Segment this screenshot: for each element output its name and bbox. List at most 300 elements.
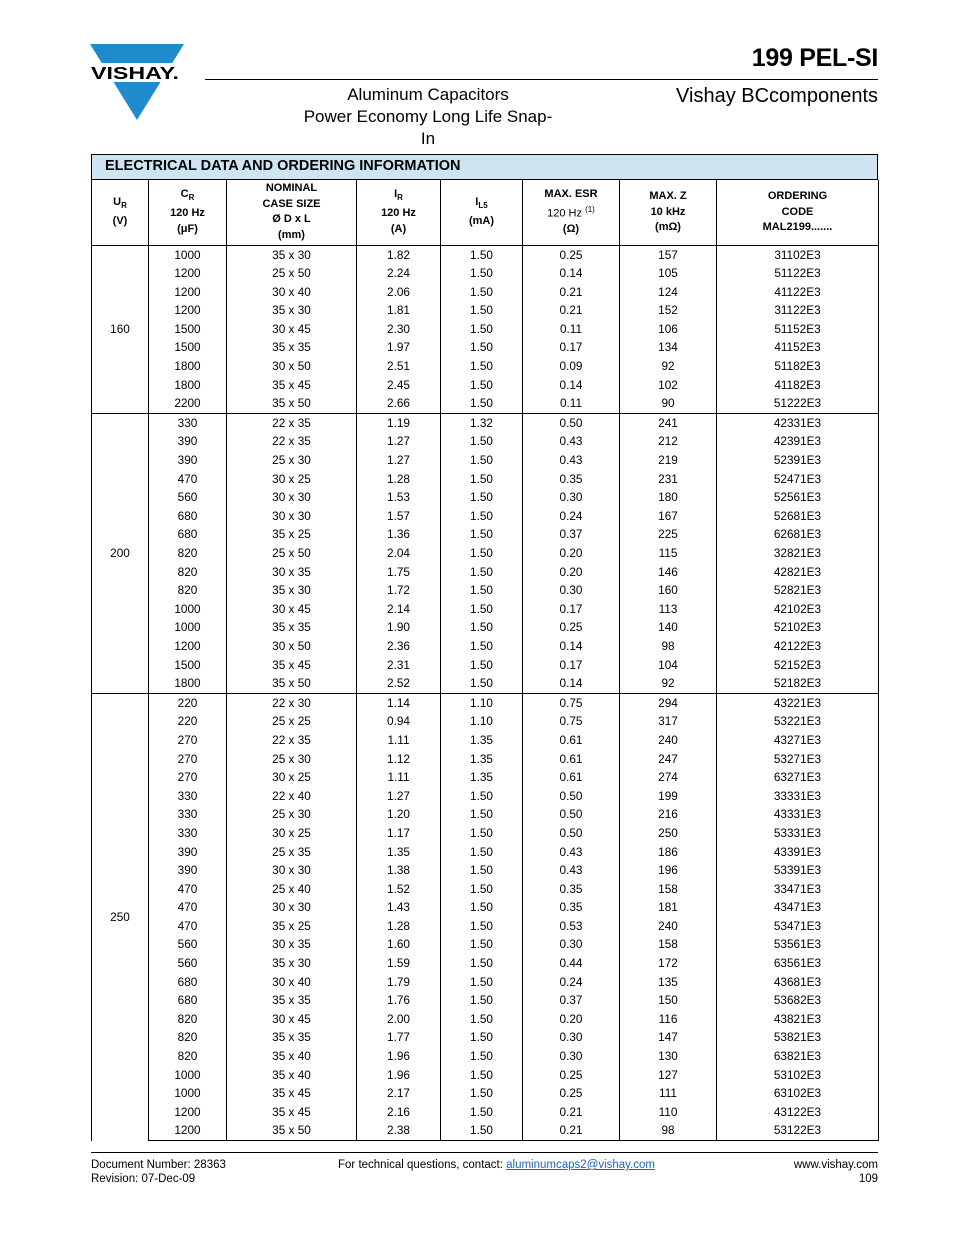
- case-size-cell: 30 x 50: [227, 357, 357, 376]
- ordering-code-cell: 33471E3: [717, 880, 879, 899]
- impedance-cell: 274: [620, 768, 717, 787]
- impedance-cell: 98: [620, 1121, 717, 1140]
- esr-cell: 0.25: [523, 1066, 620, 1085]
- leakage-current-cell: 1.50: [441, 787, 523, 806]
- capacitance-cell: 820: [149, 581, 227, 600]
- column-header-line: 120 Hz: [547, 207, 582, 220]
- impedance-cell: 127: [620, 1066, 717, 1085]
- case-size-cell: 35 x 30: [227, 301, 357, 320]
- capacitance-cell: 390: [149, 861, 227, 880]
- table-row: [92, 805, 879, 824]
- column-header: [227, 180, 357, 245]
- case-size-cell: 30 x 45: [227, 1010, 357, 1029]
- column-header-line: (V): [112, 214, 128, 227]
- leakage-current-cell: 1.50: [441, 1028, 523, 1047]
- esr-cell: 0.25: [523, 618, 620, 637]
- esr-cell: 0.37: [523, 525, 620, 544]
- case-size-cell: 22 x 35: [227, 731, 357, 750]
- ordering-code-cell: 53221E3: [717, 712, 879, 731]
- esr-cell: 0.75: [523, 712, 620, 731]
- ordering-code-cell: 63561E3: [717, 954, 879, 973]
- ordering-code-cell: 51152E3: [717, 320, 879, 339]
- capacitance-cell: 1800: [149, 357, 227, 376]
- header-rule: [205, 79, 878, 80]
- esr-cell: 0.50: [523, 824, 620, 843]
- case-size-cell: 30 x 40: [227, 283, 357, 302]
- leakage-current-cell: 1.10: [441, 712, 523, 731]
- leakage-current-cell: 1.50: [441, 935, 523, 954]
- impedance-cell: 216: [620, 805, 717, 824]
- leakage-current-cell: 1.50: [441, 973, 523, 992]
- leakage-current-cell: 1.50: [441, 338, 523, 357]
- leakage-current-cell: 1.50: [441, 674, 523, 693]
- column-header: [523, 180, 620, 245]
- case-size-cell: 35 x 50: [227, 674, 357, 693]
- impedance-cell: 92: [620, 674, 717, 693]
- column-header-line: CASE SIZE: [262, 197, 321, 210]
- capacitance-cell: 820: [149, 544, 227, 563]
- impedance-cell: 219: [620, 451, 717, 470]
- case-size-cell: 35 x 35: [227, 618, 357, 637]
- impedance-cell: 186: [620, 843, 717, 862]
- ordering-code-cell: 63821E3: [717, 1047, 879, 1066]
- footer-site-info: [794, 1159, 878, 1186]
- column-header: [717, 180, 879, 245]
- ripple-current-cell: 1.27: [357, 451, 441, 470]
- impedance-cell: 135: [620, 973, 717, 992]
- capacitance-cell: 680: [149, 525, 227, 544]
- footer-contact: [338, 1159, 655, 1173]
- ordering-code-cell: 51222E3: [717, 394, 879, 413]
- ripple-current-cell: 1.53: [357, 488, 441, 507]
- capacitance-cell: 470: [149, 880, 227, 899]
- case-size-cell: 25 x 40: [227, 880, 357, 899]
- ordering-code-cell: 33331E3: [717, 787, 879, 806]
- impedance-cell: 104: [620, 656, 717, 675]
- ripple-current-cell: 1.72: [357, 581, 441, 600]
- leakage-current-cell: 1.35: [441, 731, 523, 750]
- esr-cell: 0.35: [523, 470, 620, 489]
- esr-cell: 0.21: [523, 1103, 620, 1122]
- capacitance-cell: 1500: [149, 320, 227, 339]
- case-size-cell: 30 x 30: [227, 488, 357, 507]
- leakage-current-cell: 1.32: [441, 413, 523, 432]
- capacitance-cell: 470: [149, 917, 227, 936]
- ripple-current-cell: 0.94: [357, 712, 441, 731]
- ordering-code-cell: 31102E3: [717, 245, 879, 264]
- case-size-cell: 22 x 30: [227, 693, 357, 712]
- ripple-current-cell: 2.31: [357, 656, 441, 675]
- leakage-current-cell: 1.50: [441, 1084, 523, 1103]
- case-size-cell: 30 x 45: [227, 600, 357, 619]
- leakage-current-cell: 1.50: [441, 1010, 523, 1029]
- symbol-main: U: [113, 196, 122, 209]
- capacitance-cell: 2200: [149, 394, 227, 413]
- symbol-subscript: R: [397, 193, 403, 203]
- esr-cell: 0.17: [523, 600, 620, 619]
- leakage-current-cell: 1.50: [441, 880, 523, 899]
- esr-cell: 0.61: [523, 768, 620, 787]
- capacitance-cell: 680: [149, 973, 227, 992]
- impedance-cell: 116: [620, 1010, 717, 1029]
- column-header-line: (mΩ): [655, 221, 681, 233]
- case-size-cell: 30 x 50: [227, 637, 357, 656]
- page-number: 109: [858, 1172, 878, 1185]
- column-header-line: NOMINAL: [265, 182, 318, 195]
- case-size-cell: 35 x 45: [227, 376, 357, 395]
- table-row: [92, 731, 879, 750]
- impedance-cell: 102: [620, 376, 717, 395]
- ripple-current-cell: 2.14: [357, 600, 441, 619]
- ripple-current-cell: 1.96: [357, 1047, 441, 1066]
- case-size-cell: 30 x 40: [227, 973, 357, 992]
- case-size-cell: 35 x 35: [227, 991, 357, 1010]
- column-header-line: (mA): [468, 214, 495, 227]
- table-row: [92, 656, 879, 675]
- esr-cell: 0.25: [523, 245, 620, 264]
- leakage-current-cell: 1.50: [441, 581, 523, 600]
- ripple-current-cell: 2.30: [357, 320, 441, 339]
- ripple-current-cell: 1.19: [357, 413, 441, 432]
- ordering-code-cell: 51182E3: [717, 357, 879, 376]
- ordering-code-cell: 63102E3: [717, 1084, 879, 1103]
- case-size-cell: 35 x 30: [227, 581, 357, 600]
- leakage-current-cell: 1.50: [441, 843, 523, 862]
- table-row: [92, 394, 879, 413]
- leakage-current-cell: 1.50: [441, 432, 523, 451]
- table-row: [92, 301, 879, 320]
- leakage-current-cell: 1.50: [441, 917, 523, 936]
- leakage-current-cell: 1.50: [441, 1121, 523, 1140]
- esr-cell: 0.35: [523, 880, 620, 899]
- column-symbol: [92, 195, 148, 214]
- leakage-current-cell: 1.50: [441, 1066, 523, 1085]
- column-header-line: (A): [390, 222, 407, 235]
- ordering-code-cell: 53471E3: [717, 917, 879, 936]
- rated-voltage-cell: 200: [92, 413, 149, 693]
- table-row: [92, 750, 879, 769]
- ripple-current-cell: 1.90: [357, 618, 441, 637]
- case-size-cell: 30 x 25: [227, 824, 357, 843]
- leakage-current-cell: 1.35: [441, 768, 523, 787]
- esr-cell: 0.50: [523, 413, 620, 432]
- column-header-line: 120 Hz: [170, 207, 205, 220]
- ripple-current-cell: 1.27: [357, 432, 441, 451]
- capacitance-cell: 1800: [149, 674, 227, 693]
- ripple-current-cell: 2.00: [357, 1010, 441, 1029]
- esr-cell: 0.43: [523, 451, 620, 470]
- leakage-current-cell: 1.50: [441, 301, 523, 320]
- logo-wordmark: VISHAY.: [91, 63, 179, 83]
- document-number: Document Number: 28363: [91, 1159, 226, 1171]
- electrical-data-section: [91, 154, 878, 1141]
- column-header-line: ORDERING: [767, 190, 828, 202]
- table-row: [92, 787, 879, 806]
- capacitance-cell: 390: [149, 432, 227, 451]
- capacitance-cell: 330: [149, 787, 227, 806]
- esr-cell: 0.14: [523, 264, 620, 283]
- table-row: [92, 843, 879, 862]
- impedance-cell: 199: [620, 787, 717, 806]
- symbol-subscript: L5: [478, 201, 488, 211]
- column-header-line: Ø D x L: [272, 213, 311, 226]
- ordering-code-cell: 42391E3: [717, 432, 879, 451]
- case-size-cell: 22 x 35: [227, 413, 357, 432]
- ordering-code-cell: 53391E3: [717, 861, 879, 880]
- column-header-line: (mm): [278, 228, 305, 241]
- column-symbol: [441, 195, 522, 214]
- case-size-cell: 35 x 35: [227, 338, 357, 357]
- symbol-main: I: [394, 188, 398, 201]
- esr-cell: 0.11: [523, 394, 620, 413]
- table-row: [92, 283, 879, 302]
- leakage-current-cell: 1.50: [441, 451, 523, 470]
- table-row: [92, 507, 879, 526]
- esr-cell: 0.43: [523, 432, 620, 451]
- ripple-current-cell: 2.51: [357, 357, 441, 376]
- esr-cell: 0.50: [523, 787, 620, 806]
- ripple-current-cell: 1.81: [357, 301, 441, 320]
- ordering-code-cell: 52821E3: [717, 581, 879, 600]
- ordering-code-cell: 43471E3: [717, 898, 879, 917]
- capacitance-cell: 680: [149, 507, 227, 526]
- ordering-code-cell: 52182E3: [717, 674, 879, 693]
- impedance-cell: 146: [620, 563, 717, 582]
- ordering-code-cell: 43122E3: [717, 1103, 879, 1122]
- ripple-current-cell: 1.97: [357, 338, 441, 357]
- ripple-current-cell: 1.28: [357, 470, 441, 489]
- ripple-current-cell: 2.17: [357, 1084, 441, 1103]
- capacitance-cell: 1500: [149, 338, 227, 357]
- capacitance-cell: 1000: [149, 1084, 227, 1103]
- table-row: [92, 618, 879, 637]
- impedance-cell: 90: [620, 394, 717, 413]
- capacitance-cell: 1200: [149, 1103, 227, 1122]
- esr-cell: 0.25: [523, 1084, 620, 1103]
- case-size-cell: 22 x 40: [227, 787, 357, 806]
- impedance-cell: 111: [620, 1084, 717, 1103]
- column-symbol: [357, 187, 440, 206]
- esr-cell: 0.20: [523, 563, 620, 582]
- product-subtitle: [298, 84, 558, 150]
- symbol-subscript: R: [121, 201, 127, 211]
- capacitance-cell: 1200: [149, 301, 227, 320]
- impedance-cell: 294: [620, 693, 717, 712]
- ripple-current-cell: 1.57: [357, 507, 441, 526]
- ripple-current-cell: 1.82: [357, 245, 441, 264]
- case-size-cell: 35 x 50: [227, 1121, 357, 1140]
- column-header: [441, 180, 523, 245]
- ripple-current-cell: 2.16: [357, 1103, 441, 1122]
- contact-prefix: For technical questions, contact:: [338, 1159, 507, 1171]
- ordering-code-cell: 52561E3: [717, 488, 879, 507]
- capacitance-cell: 1800: [149, 376, 227, 395]
- esr-cell: 0.20: [523, 544, 620, 563]
- capacitance-cell: 470: [149, 898, 227, 917]
- table-row: [92, 693, 879, 712]
- ripple-current-cell: 2.06: [357, 283, 441, 302]
- esr-cell: 0.24: [523, 507, 620, 526]
- case-size-cell: 30 x 35: [227, 935, 357, 954]
- brand-name: Vishay BCcomponents: [676, 85, 878, 107]
- leakage-current-cell: 1.50: [441, 600, 523, 619]
- esr-cell: 0.17: [523, 338, 620, 357]
- table-row: [92, 824, 879, 843]
- ordering-code-cell: 41152E3: [717, 338, 879, 357]
- vishay-logo: [90, 44, 184, 120]
- esr-cell: 0.35: [523, 898, 620, 917]
- leakage-current-cell: 1.35: [441, 750, 523, 769]
- contact-email-link[interactable]: aluminumcaps2@vishay.com: [506, 1159, 656, 1171]
- esr-cell: 0.61: [523, 750, 620, 769]
- table-row: [92, 451, 879, 470]
- column-header-line-with-note: [523, 202, 619, 222]
- leakage-current-cell: 1.50: [441, 283, 523, 302]
- leakage-current-cell: 1.50: [441, 376, 523, 395]
- impedance-cell: 130: [620, 1047, 717, 1066]
- ripple-current-cell: 1.36: [357, 525, 441, 544]
- ripple-current-cell: 1.52: [357, 880, 441, 899]
- leakage-current-cell: 1.50: [441, 991, 523, 1010]
- impedance-cell: 231: [620, 470, 717, 489]
- ripple-current-cell: 2.04: [357, 544, 441, 563]
- impedance-cell: 196: [620, 861, 717, 880]
- ordering-code-cell: 53682E3: [717, 991, 879, 1010]
- case-size-cell: 25 x 30: [227, 451, 357, 470]
- ripple-current-cell: 1.75: [357, 563, 441, 582]
- capacitance-cell: 560: [149, 488, 227, 507]
- table-row: [92, 880, 879, 899]
- leakage-current-cell: 1.50: [441, 1103, 523, 1122]
- esr-cell: 0.14: [523, 674, 620, 693]
- leakage-current-cell: 1.50: [441, 544, 523, 563]
- table-row: [92, 581, 879, 600]
- impedance-cell: 157: [620, 245, 717, 264]
- table-row: [92, 264, 879, 283]
- ordering-code-cell: 43221E3: [717, 693, 879, 712]
- case-size-cell: 35 x 40: [227, 1066, 357, 1085]
- table-row: [92, 488, 879, 507]
- column-header-line: 10 kHz: [650, 205, 686, 218]
- leakage-current-cell: 1.50: [441, 507, 523, 526]
- leakage-current-cell: 1.50: [441, 618, 523, 637]
- impedance-cell: 98: [620, 637, 717, 656]
- capacitance-cell: 330: [149, 824, 227, 843]
- table-row: [92, 245, 879, 264]
- ordering-code-cell: 43391E3: [717, 843, 879, 862]
- table-title: ELECTRICAL DATA AND ORDERING INFORMATION: [91, 154, 878, 180]
- impedance-cell: 172: [620, 954, 717, 973]
- case-size-cell: 35 x 35: [227, 1028, 357, 1047]
- capacitance-cell: 1000: [149, 618, 227, 637]
- column-header-line: (μF): [177, 222, 198, 235]
- ordering-code-cell: 53331E3: [717, 824, 879, 843]
- impedance-cell: 247: [620, 750, 717, 769]
- case-size-cell: 30 x 25: [227, 768, 357, 787]
- impedance-cell: 181: [620, 898, 717, 917]
- ripple-current-cell: 1.79: [357, 973, 441, 992]
- esr-cell: 0.14: [523, 376, 620, 395]
- table-row: [92, 1103, 879, 1122]
- ordering-code-cell: 63271E3: [717, 768, 879, 787]
- ordering-code-cell: 43681E3: [717, 973, 879, 992]
- case-size-cell: 30 x 30: [227, 898, 357, 917]
- esr-cell: 0.30: [523, 935, 620, 954]
- impedance-cell: 124: [620, 283, 717, 302]
- table-row: [92, 600, 879, 619]
- impedance-cell: 150: [620, 991, 717, 1010]
- esr-cell: 0.14: [523, 637, 620, 656]
- ripple-current-cell: 1.27: [357, 787, 441, 806]
- ripple-current-cell: 1.38: [357, 861, 441, 880]
- column-header-line: MAX. Z: [649, 190, 687, 202]
- ordering-code-cell: 42821E3: [717, 563, 879, 582]
- leakage-current-cell: 1.50: [441, 954, 523, 973]
- table-row: [92, 637, 879, 656]
- impedance-cell: 140: [620, 618, 717, 637]
- capacitance-cell: 560: [149, 954, 227, 973]
- leakage-current-cell: 1.50: [441, 245, 523, 264]
- ripple-current-cell: 1.76: [357, 991, 441, 1010]
- table-row: [92, 1028, 879, 1047]
- leakage-current-cell: 1.50: [441, 320, 523, 339]
- leakage-current-cell: 1.50: [441, 861, 523, 880]
- column-header-line: MAX. ESR: [544, 187, 598, 200]
- impedance-cell: 250: [620, 824, 717, 843]
- leakage-current-cell: 1.50: [441, 264, 523, 283]
- capacitance-cell: 1200: [149, 283, 227, 302]
- footer-rule: [91, 1152, 878, 1153]
- capacitance-cell: 560: [149, 935, 227, 954]
- symbol-main: I: [475, 196, 479, 209]
- esr-cell: 0.24: [523, 973, 620, 992]
- case-size-cell: 25 x 50: [227, 264, 357, 283]
- capacitance-cell: 1000: [149, 1066, 227, 1085]
- table-row: [92, 338, 879, 357]
- impedance-cell: 160: [620, 581, 717, 600]
- column-header-line: 120 Hz: [381, 207, 416, 220]
- esr-cell: 0.61: [523, 731, 620, 750]
- column-header: [357, 180, 441, 245]
- column-header: [92, 180, 149, 245]
- esr-cell: 0.21: [523, 283, 620, 302]
- ordering-code-cell: 41122E3: [717, 283, 879, 302]
- impedance-cell: 212: [620, 432, 717, 451]
- capacitance-cell: 270: [149, 768, 227, 787]
- ordering-code-cell: 52471E3: [717, 470, 879, 489]
- capacitance-cell: 1000: [149, 600, 227, 619]
- document-title: 199 PEL-SI: [751, 44, 878, 72]
- esr-cell: 0.17: [523, 656, 620, 675]
- leakage-current-cell: 1.50: [441, 637, 523, 656]
- case-size-cell: 35 x 40: [227, 1047, 357, 1066]
- capacitance-cell: 270: [149, 731, 227, 750]
- table-row: [92, 935, 879, 954]
- impedance-cell: 147: [620, 1028, 717, 1047]
- impedance-cell: 110: [620, 1103, 717, 1122]
- ripple-current-cell: 1.12: [357, 750, 441, 769]
- impedance-cell: 115: [620, 544, 717, 563]
- leakage-current-cell: 1.50: [441, 656, 523, 675]
- esr-cell: 0.37: [523, 991, 620, 1010]
- esr-cell: 0.43: [523, 843, 620, 862]
- column-header-line: CODE: [781, 205, 814, 218]
- case-size-cell: 35 x 45: [227, 656, 357, 675]
- ordering-code-cell: 53271E3: [717, 750, 879, 769]
- ripple-current-cell: 1.60: [357, 935, 441, 954]
- leakage-current-cell: 1.10: [441, 693, 523, 712]
- leakage-current-cell: 1.50: [441, 898, 523, 917]
